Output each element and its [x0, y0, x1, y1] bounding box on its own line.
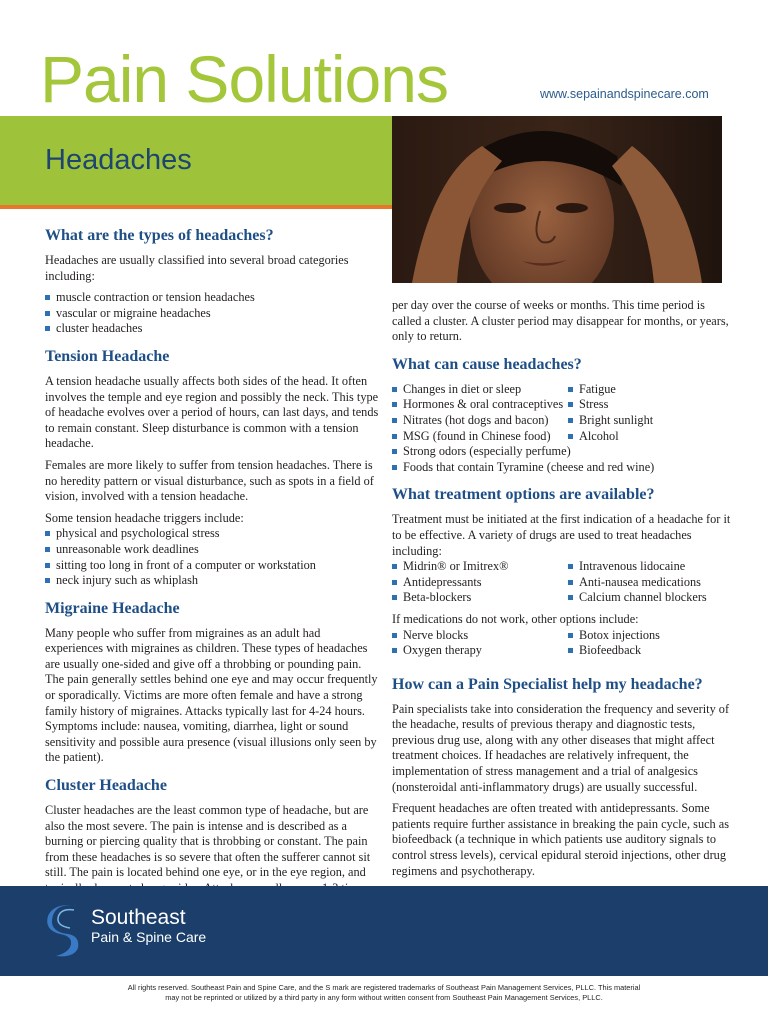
list-item: sitting too long in front of a computer or workstation: [45, 558, 380, 574]
cluster-heading: Cluster Headache: [45, 777, 167, 795]
list-item: unreasonable work deadlines: [45, 542, 380, 558]
list-item: physical and psychological stress: [45, 526, 380, 542]
specialist-heading: How can a Pain Specialist help my headache?: [392, 675, 703, 693]
list-item: Intravenous lidocaine: [568, 559, 732, 575]
list-item: neck injury such as whiplash: [45, 573, 380, 589]
list-item: Changes in diet or sleep: [392, 382, 562, 398]
website-url: www.sepainandspinecare.com: [540, 87, 709, 101]
types-intro: Headaches are usually classified into several broad categories including:: [45, 253, 349, 283]
list-item: Oxygen therapy: [392, 643, 562, 659]
list-item: Midrin® or Imitrex®: [392, 559, 562, 575]
left-column: [45, 226, 380, 903]
list-item: Stress: [568, 397, 732, 413]
drugs-grid: [392, 559, 732, 612]
other-options-grid: [392, 628, 732, 665]
list-item: vascular or migraine headaches: [45, 306, 380, 322]
drugs-list-2: [568, 559, 732, 606]
logo-subtitle: Pain & Spine Care: [91, 929, 207, 945]
migraine-paragraph: Many people who suffer from migraines as an adult had experiences with migraines as children. These types of headaches are usually one-sided and give off a throbbing or pounding pain. The pain generally settles behind one eye and may occur frequently or sporadically. Victims are more often female and have a strong family history of migraines. Attacks typically last for 4-24 hours. Symptoms include: nausea, vomiting, diarrhea, light or sound sensitivity and possible aura presence (visual illusions only seen by the patient).: [45, 625, 378, 765]
list-item: MSG (found in Chinese food): [392, 429, 562, 445]
list-item: Hormones & oral contraceptives: [392, 397, 562, 413]
cluster-paragraph-continued: per day over the course of weeks or months. This time period is called a cluster. A cluster period may disappear for months, or years, only to return.: [392, 298, 729, 344]
list-item: Fatigue: [568, 382, 732, 398]
specialist-paragraph-2: Frequent headaches are often treated with antidepressants. Some patients require further assistance in breaking the pain cycle, such as biofeedback (a technique in which patients use auditory signals to control stress levels), cervical epidural steroid injections, other drug regimens and psychotherapy.: [392, 801, 730, 878]
treatment-paragraph-2: If medications do not work, other options include:: [392, 611, 639, 626]
tension-paragraph-2: Females are more likely to suffer from tension headaches. There is no heredity pattern or visual disturbance, such as spots in a field of vision, involved with a tension headache.: [45, 457, 374, 504]
treatment-heading: What treatment options are available?: [392, 486, 655, 504]
treatment-paragraph-1: Treatment must be initiated at the first indication of a headache for it to be effective. A variety of drugs are used to treat headaches including:: [392, 512, 731, 558]
types-heading: What are the types of headaches?: [45, 227, 274, 244]
legal-notice: [60, 983, 708, 1003]
cluster-paragraph: Cluster headaches are the least common type of headache, but are also the most severe. The pain is intense and is described as a burning or piercing quality that is throbbing or constant. The pain from these headaches is so severe that often the sufferer cannot sit still. The pain is located behind one eye, or in the eye region, and: [45, 803, 371, 880]
specialist-paragraph-1: Pain specialists take into consideration the frequency and severity of the headache, results of previous therapy and diagnostic tests, previous drug use, along with any other diseases that might affect treatment choices. If headaches are relatively infrequent, the implementation of stress management and a trial of analgesics (nonsteroidal anti-inflammatory drugs) are usually successful.: [392, 701, 730, 794]
list-item: Antidepressants: [392, 575, 562, 591]
list-item: Anti-nausea medications: [568, 575, 732, 591]
list-item: Strong odors (especially perfume): [392, 444, 732, 460]
types-list: [45, 290, 380, 337]
list-item: Biofeedback: [568, 643, 732, 659]
list-item: Calcium channel blockers: [568, 590, 732, 606]
causes-grid: [392, 382, 732, 444]
other-options-list-2: [568, 628, 732, 659]
migraine-heading: Migraine Headache: [45, 599, 180, 617]
causes-list-full: [392, 444, 732, 475]
right-column: [392, 298, 732, 885]
list-item: muscle contraction or tension headaches: [45, 290, 380, 306]
logo-name: Southeast: [91, 906, 186, 929]
causes-heading: What can cause headaches?: [392, 355, 582, 373]
s-mark-logo-icon: [44, 900, 88, 960]
other-options-list-1: [392, 628, 562, 659]
headache-photo: [392, 116, 722, 283]
causes-list-2: [568, 382, 732, 444]
list-item: Foods that contain Tyramine (cheese and red wine): [392, 460, 732, 476]
tension-triggers-list: [45, 526, 380, 588]
page-title: Pain Solutions: [40, 42, 448, 116]
page-subtitle: Headaches: [45, 144, 192, 176]
tension-paragraph-1: A tension headache usually affects both sides of the head. It often involves the temple and eye region and possibly the neck. This type of headache evolves over a period of hours, can last days, and tends to remain constant. Sleep disturbance is common with a tension headache.: [45, 373, 379, 451]
tension-paragraph-3: Some tension headache triggers include:: [45, 510, 244, 525]
causes-list-1: [392, 382, 562, 444]
list-item: Beta-blockers: [392, 590, 562, 606]
list-item: Botox injections: [568, 628, 732, 644]
list-item: Bright sunlight: [568, 413, 732, 429]
tension-heading: Tension Headache: [45, 347, 170, 365]
drugs-list-1: [392, 559, 562, 606]
list-item: cluster headaches: [45, 321, 380, 337]
legal-line-1: All rights reserved. Southeast Pain and Spine Care, and the S mark are registered trademarks of Southeast Pain Management Services, PLLC. This material: [127, 983, 641, 992]
accent-rule: [0, 205, 392, 209]
list-item: Nerve blocks: [392, 628, 562, 644]
list-item: Nitrates (hot dogs and bacon): [392, 413, 562, 429]
legal-line-2: may not be reprinted or utilized by a third party in any form without written consent from Southeast Pain Management Services, PLLC.: [165, 993, 603, 1002]
list-item: Alcohol: [568, 429, 732, 445]
